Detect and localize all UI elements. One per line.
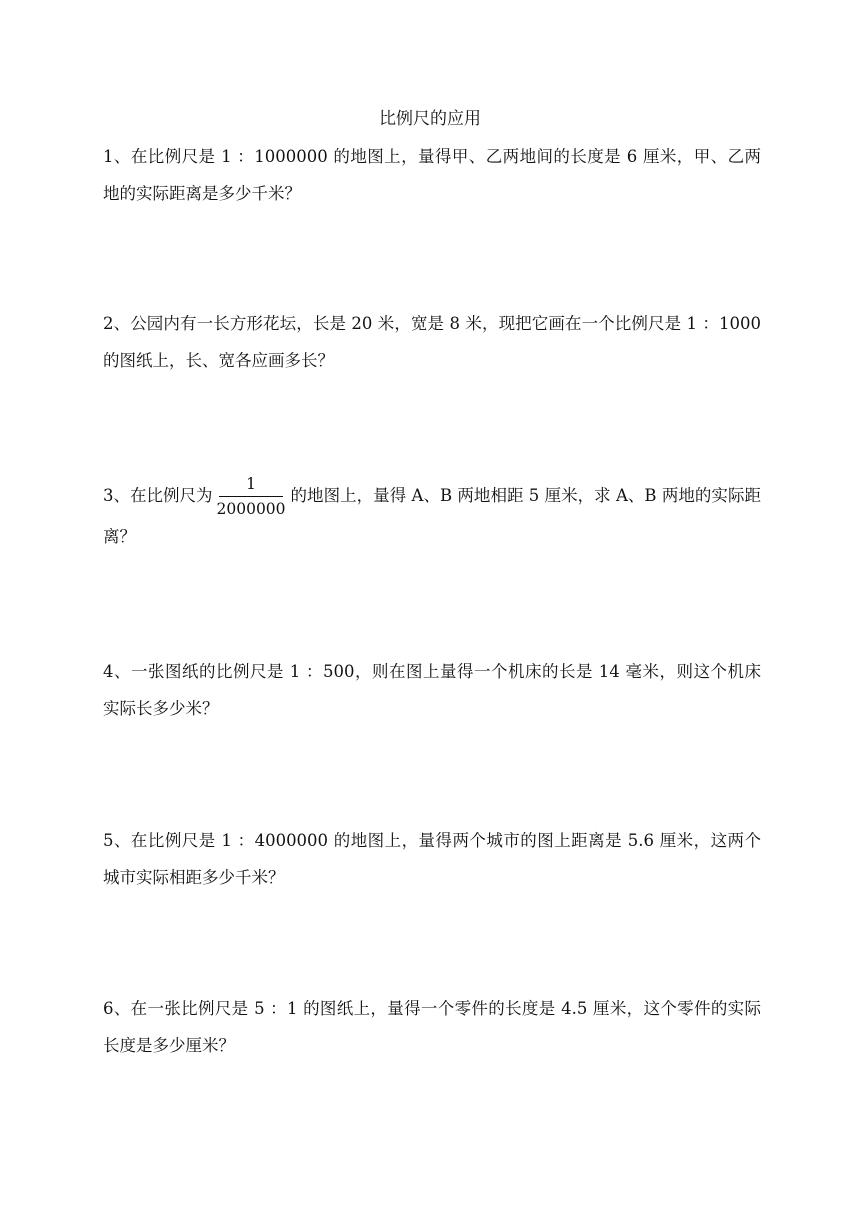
question-5 <box>103 830 761 889</box>
question-5-line-2: 城市实际相距多少千米？ <box>103 868 285 887</box>
fraction-numerator: 1 <box>246 474 256 493</box>
question-6 <box>103 998 761 1057</box>
question-3-suffix: 的地图上，量得 A、B 两地相距 5 厘米，求 A、B 两地的实际距 <box>290 486 761 505</box>
question-1-line-2: 地的实际距离是多少千米？ <box>103 184 301 203</box>
question-3-line-1 <box>103 468 761 524</box>
question-3-line-2: 离？ <box>103 527 136 546</box>
question-5-line-1: 5、在比例尺是 1 ：4000000 的地图上，量得两个城市的图上距离是 5.6 厘米，这两个 <box>103 831 761 850</box>
question-3 <box>103 468 761 548</box>
question-1 <box>103 146 761 205</box>
question-2-line-1: 2、公园内有一长方形花坛，长是 20 米，宽是 8 米，现把它画在一个比例尺是 1 ：1000 <box>103 314 761 333</box>
question-6-line-1: 6、在一张比例尺是 5 ：1 的图纸上，量得一个零件的长度是 4.5 厘米，这个零件的实际 <box>103 999 761 1018</box>
question-1-line-1: 1、在比例尺是 1 ：1000000 的地图上，量得甲、乙两地间的长度是 6 厘米，甲、乙两 <box>103 147 761 166</box>
question-4-line-1: 4、一张图纸的比例尺是 1 ：500，则在图上量得一个机床的长是 14 毫米，则这个机床 <box>103 662 761 681</box>
page-title: 比例尺的应用 <box>379 109 481 129</box>
question-6-line-2: 长度是多少厘米？ <box>103 1036 235 1055</box>
question-2-line-2: 的图纸上，长、宽各应画多长？ <box>103 351 334 370</box>
question-3-prefix: 3、在比例尺为 <box>103 486 213 505</box>
fraction-denominator: 2000000 <box>216 499 286 518</box>
question-4 <box>103 661 761 720</box>
scale-fraction <box>217 474 286 519</box>
question-4-line-2: 实际长多少米？ <box>103 699 219 718</box>
question-2 <box>103 313 761 372</box>
